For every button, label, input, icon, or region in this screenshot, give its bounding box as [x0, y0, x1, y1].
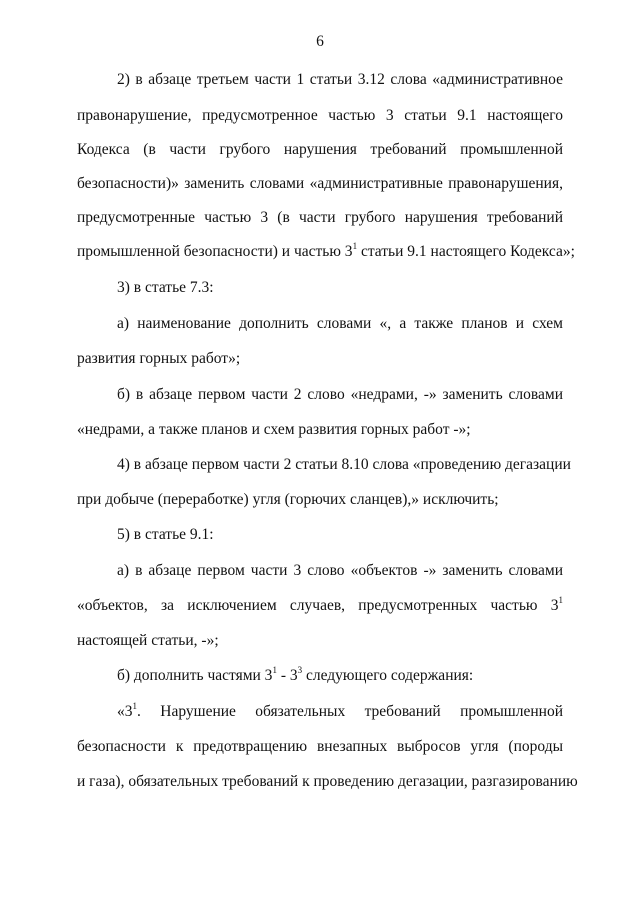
superscript: 1: [352, 240, 358, 251]
text-line: [117, 561, 563, 581]
text-segment: «недрами, а также планов и схем развития горных работ -»;: [77, 421, 471, 438]
text-line: [77, 631, 563, 651]
text-line: [77, 596, 563, 616]
superscript: 1: [558, 594, 563, 605]
text-segment: безопасности к предотвращению внезапных выбросов угля (породы: [77, 738, 563, 755]
text-line: [117, 702, 563, 722]
text-segment: - 3: [276, 667, 298, 684]
superscript: 1: [132, 700, 137, 711]
superscript: 1: [272, 664, 277, 675]
text-line: [117, 70, 563, 90]
text-segment: следующего содержания:: [302, 667, 474, 684]
page-number: 6: [316, 33, 324, 50]
text-segment: настоящей статьи, -»;: [77, 632, 219, 649]
text-line: [77, 737, 563, 757]
text-segment: 3) в статье 7.3:: [117, 279, 214, 296]
text-line: [117, 455, 571, 475]
text-segment: «3: [117, 703, 133, 720]
text-line: [117, 278, 563, 298]
text-line: [77, 208, 563, 228]
text-segment: развития горных работ»;: [77, 350, 241, 367]
text-line: [77, 140, 563, 160]
text-line: [77, 240, 575, 262]
superscript: 3: [297, 664, 303, 675]
text-segment: 2) в абзаце третьем части 1 статьи 3.12 слова «административное: [117, 71, 563, 88]
text-segment: статьи 9.1 настоящего Кодекса»;: [357, 243, 575, 260]
text-line: [117, 525, 563, 545]
text-segment: . Нарушение обязательных требований промышленной: [137, 703, 563, 720]
text-line: [77, 772, 578, 792]
text-line: [77, 490, 563, 510]
text-segment: б) дополнить частями 3: [117, 667, 273, 684]
text-segment: б) в абзаце первом части 2 слово «недрами, -» заменить словами: [117, 386, 563, 403]
text-line: [117, 385, 563, 405]
text-segment: а) в абзаце первом части 3 слово «объектов -» заменить словами: [117, 562, 563, 579]
text-segment: правонарушение, предусмотренное частью 3 статьи 9.1 настоящего: [77, 107, 563, 124]
text-line: [117, 666, 563, 686]
text-segment: и газа), обязательных требований к проведению дегазации, разгазированию: [77, 773, 578, 790]
text-segment: предусмотренные частью 3 (в части грубого нарушения требований: [77, 209, 563, 226]
text-line: [117, 314, 563, 334]
text-segment: безопасности)» заменить словами «административные правонарушения,: [77, 175, 563, 192]
text-line: [77, 174, 563, 194]
text-line: [77, 420, 563, 440]
text-line: [77, 349, 563, 369]
text-segment: 5) в статье 9.1:: [117, 526, 214, 543]
text-segment: «объектов, за исключением случаев, предусмотренных частью 3: [77, 597, 559, 614]
text-segment: промышленной безопасности) и частью 3: [77, 243, 353, 260]
text-segment: а) наименование дополнить словами «, а также планов и схем: [117, 315, 563, 332]
text-segment: Кодекса (в части грубого нарушения требований промышленной: [77, 141, 563, 158]
text-segment: 4) в абзаце первом части 2 статьи 8.10 слова «проведению дегазации: [117, 456, 571, 473]
text-segment: при добыче (переработке) угля (горючих сланцев),» исключить;: [77, 491, 499, 508]
text-line: [77, 106, 563, 126]
